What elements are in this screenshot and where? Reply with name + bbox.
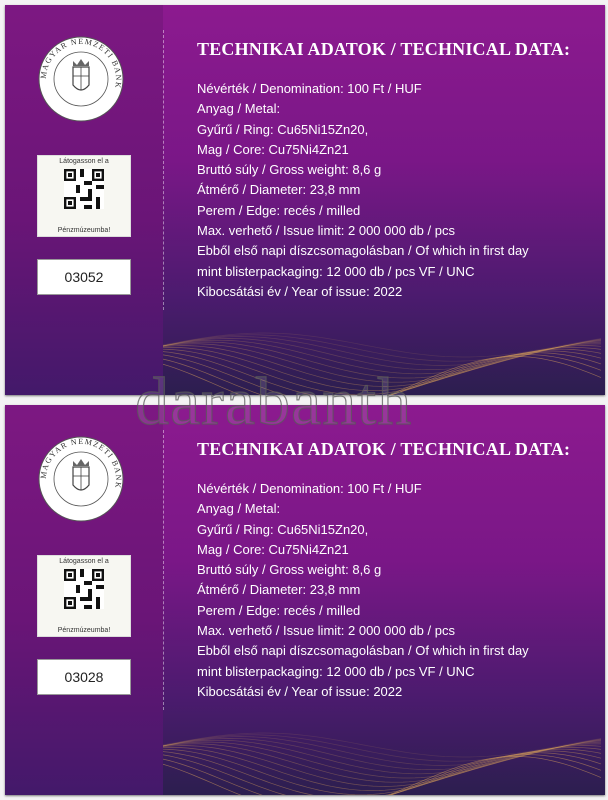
serial-number: 03052 [37,259,131,295]
museum-qr-card[interactable] [37,155,131,237]
spec-line: Ebből első napi díszcsomagolásban / Of which in first day [197,643,529,659]
info-card-top [5,5,605,395]
mnb-seal-logo [37,435,125,523]
perforation-line [163,30,164,310]
card-left-panel [5,5,163,395]
qr-code-icon [64,169,104,209]
perforation-line [163,430,164,710]
spec-line: Perem / Edge: recés / milled [197,602,361,618]
card-left-panel [5,405,163,795]
spec-list [197,479,529,702]
spec-line: Névérték / Denomination: 100 Ft / HUF [197,81,422,96]
spec-line: Kibocsátási év / Year of issue: 2022 [197,683,403,699]
wave-line [163,740,601,774]
spec-line: Mag / Core: Cu75Ni4Zn21 [197,541,349,557]
spec-line: Kibocsátási év / Year of issue: 2022 [197,283,403,299]
spec-line: mint blisterpackaging: 12 000 db / pcs VF / UNC [197,263,475,279]
wave-line [163,756,601,795]
spec-line: mint blisterpackaging: 12 000 db / pcs VF / UNC [197,663,475,679]
spec-line: Max. verhető / Issue limit: 2 000 000 db / pcs [197,623,455,639]
serial-number: 03028 [37,659,131,695]
spec-line: Bruttó súly / Gross weight: 8,6 g [197,562,382,578]
qr-caption-bottom: Pénzmúzeumba! [57,227,111,234]
watermark-text: darabanth [135,363,413,439]
technical-data-title: TECHNIKAI ADATOK / TECHNICAL DATA: [197,39,571,59]
spec-line: Perem / Edge: recés / milled [197,202,361,218]
wave-line [163,753,601,795]
svg-text:MAGYAR NEMZETI BANK: MAGYAR NEMZETI BANK [38,436,124,490]
technical-data-title: TECHNIKAI ADATOK / TECHNICAL DATA: [197,439,571,459]
spec-line: Átmérő / Diameter: 23,8 mm [197,582,361,598]
museum-qr-card[interactable] [37,555,131,637]
qr-caption-top: Látogasson el a [59,158,109,165]
spec-line: Névérték / Denomination: 100 Ft / HUF [197,481,422,496]
qr-caption-bottom: Pénzmúzeumba! [57,627,111,634]
decorative-waves [163,675,605,795]
spec-line: Ebből első napi díszcsomagolásban / Of which in first day [197,243,529,259]
spec-line: Anyag / Metal: [197,101,281,117]
spec-line: Bruttó súly / Gross weight: 8,6 g [197,162,382,178]
svg-text:MAGYAR NEMZETI BANK: MAGYAR NEMZETI BANK [38,36,124,90]
info-card-bottom [5,405,605,795]
spec-line: Gyűrű / Ring: Cu65Ni15Zn20, [197,521,369,537]
qr-code-icon [64,569,104,609]
spec-line: Mag / Core: Cu75Ni4Zn21 [197,141,349,157]
spec-line: Max. verhető / Issue limit: 2 000 000 db / pcs [197,223,455,239]
spec-line: Gyűrű / Ring: Cu65Ni15Zn20, [197,121,369,137]
spec-list [197,79,529,302]
spec-line: Anyag / Metal: [197,501,281,517]
mnb-seal-logo [37,35,125,123]
qr-caption-top: Látogasson el a [59,558,109,565]
spec-line: Átmérő / Diameter: 23,8 mm [197,182,361,198]
wave-line [163,749,601,795]
